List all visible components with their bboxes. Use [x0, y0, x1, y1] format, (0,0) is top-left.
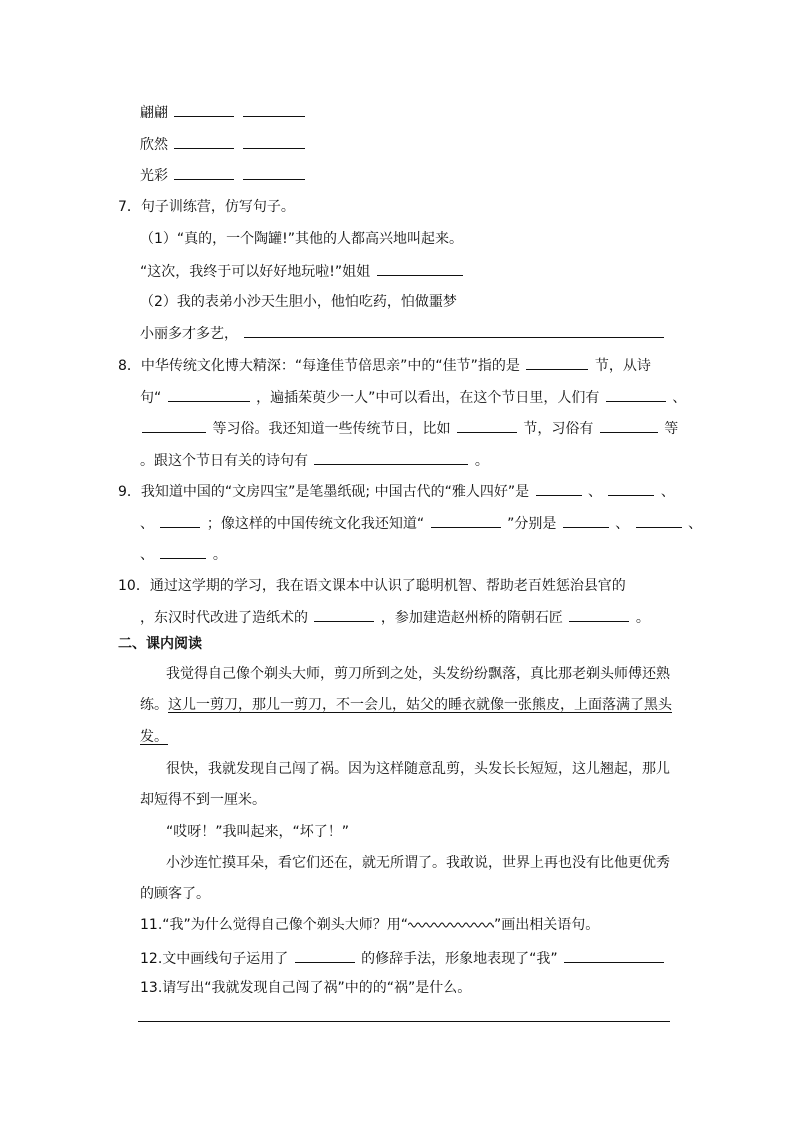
passage-p1-line1: 我觉得自己像个剃头大师，剪刀所到之处，头发纷纷飘落，真比那老剃头师傅还熟	[166, 666, 670, 682]
question-8-line2: 句“ ，遍插茱萸少一人”中可以看出，在这个节日里，人们有 、	[140, 387, 686, 408]
word-row	[140, 102, 307, 123]
passage-p2-line1: 很快，我就发现自己闯了祸。因为这样随意乱剪，头发长长短短，这儿翘起，那儿	[166, 761, 670, 777]
answer-line[interactable]	[138, 1021, 670, 1022]
answer-blank[interactable]	[314, 607, 374, 622]
wavy-line-icon	[408, 919, 494, 929]
answer-blank[interactable]	[168, 387, 250, 402]
answer-blank[interactable]	[608, 481, 654, 496]
question-7-sub2: （2）我的表弟小沙天生胆小，他怕吃药，怕做噩梦	[140, 294, 457, 310]
answer-blank[interactable]	[174, 134, 234, 149]
passage-p1-line2: 练。这儿一剪刀，那儿一剪刀，不一会儿，姑父的睡衣就像一张熊皮，上面落满了黑头	[140, 697, 672, 713]
question-9-line1: 9．我知道中国的“文房四宝”是笔墨纸砚; 中国古代的“雅人四好”是 、 、	[118, 481, 675, 502]
passage-p1-line3	[140, 727, 168, 747]
answer-blank[interactable]	[314, 450, 468, 465]
question-8-line4: 。跟这个节日有关的诗句有 。	[140, 450, 489, 471]
answer-blank[interactable]	[457, 418, 517, 433]
question-9-line3: 、 。	[140, 544, 227, 565]
answer-blank[interactable]	[160, 544, 206, 559]
answer-blank[interactable]	[243, 102, 305, 117]
word-label: 翩翩	[140, 105, 168, 121]
section-2-title: 二、课内阅读	[118, 636, 202, 652]
question-8-line3: 等习俗。我还知道一些传统节日，比如 节，习俗有 等	[140, 418, 678, 439]
answer-blank[interactable]	[569, 607, 629, 622]
passage-p4-line1: 小沙连忙摸耳朵，看它们还在，就无所谓了。我敢说，世界上再也没有比他更优秀	[166, 855, 670, 871]
question-7-title: 7．句子训练营，仿写句子。	[118, 199, 295, 215]
passage-p3: “哎呀！”我叫起来，“坏了！”	[166, 824, 350, 840]
answer-blank[interactable]	[377, 261, 463, 276]
answer-blank[interactable]	[295, 948, 355, 963]
answer-blank[interactable]	[526, 355, 588, 370]
answer-blank[interactable]	[536, 481, 582, 496]
word-label: 欣然	[140, 137, 168, 153]
word-label: 光彩	[140, 168, 168, 184]
answer-blank[interactable]	[564, 948, 664, 963]
answer-blank[interactable]	[142, 418, 206, 433]
question-11: 11.“我”为什么觉得自己像个剃头大师？用“ ”画出相关语句。	[140, 917, 600, 933]
question-7-sub2-prompt: 小丽多才多艺，	[140, 323, 666, 344]
answer-blank[interactable]	[160, 513, 200, 528]
answer-blank[interactable]	[243, 165, 305, 180]
question-9-line2: 、 ；像这样的中国传统文化我还知道“ ”分别是 、 、	[140, 513, 702, 534]
question-10-line1: 10．通过这学期的学习，我在语文课本中认识了聪明机智、帮助老百姓惩治县官的	[118, 578, 626, 594]
word-row	[140, 165, 307, 186]
underlined-sentence-end: 发。	[140, 729, 168, 745]
question-7-sub1-prompt: “这次，我终于可以好好地玩啦!”姐姐	[140, 261, 465, 282]
passage-p2-line2: 却短得不到一厘米。	[140, 792, 266, 808]
answer-blank[interactable]	[431, 513, 501, 528]
answer-blank[interactable]	[174, 102, 234, 117]
answer-blank[interactable]	[606, 387, 666, 402]
answer-blank[interactable]	[636, 513, 682, 528]
question-7-sub1: （1）“真的，一个陶罐!”其他的人都高兴地叫起来。	[140, 231, 464, 247]
word-row	[140, 134, 307, 155]
answer-blank[interactable]	[243, 134, 305, 149]
answer-blank[interactable]	[563, 513, 609, 528]
answer-blank[interactable]	[244, 323, 664, 338]
question-13: 13.请写出“我就发现自己闯了祸”中的的“祸”是什么。	[140, 980, 472, 996]
underlined-sentence: 这儿一剪刀，那儿一剪刀，不一会儿，姑父的睡衣就像一张熊皮，上面落满了黑头	[168, 697, 672, 713]
question-8-line1: 8．中华传统文化博大精深：“每逢佳节倍思亲”中的“佳节”指的是 节，从诗	[118, 355, 651, 376]
question-12: 12.文中画线句子运用了 的修辞手法，形象地表现了“我”	[140, 948, 666, 969]
passage-p4-line2: 的顾客了。	[140, 886, 210, 902]
answer-blank[interactable]	[174, 165, 234, 180]
question-10-line2: ，东汉时代改进了造纸术的 ，参加建造赵州桥的隋朝石匠 。	[140, 607, 650, 628]
answer-blank[interactable]	[600, 418, 658, 433]
